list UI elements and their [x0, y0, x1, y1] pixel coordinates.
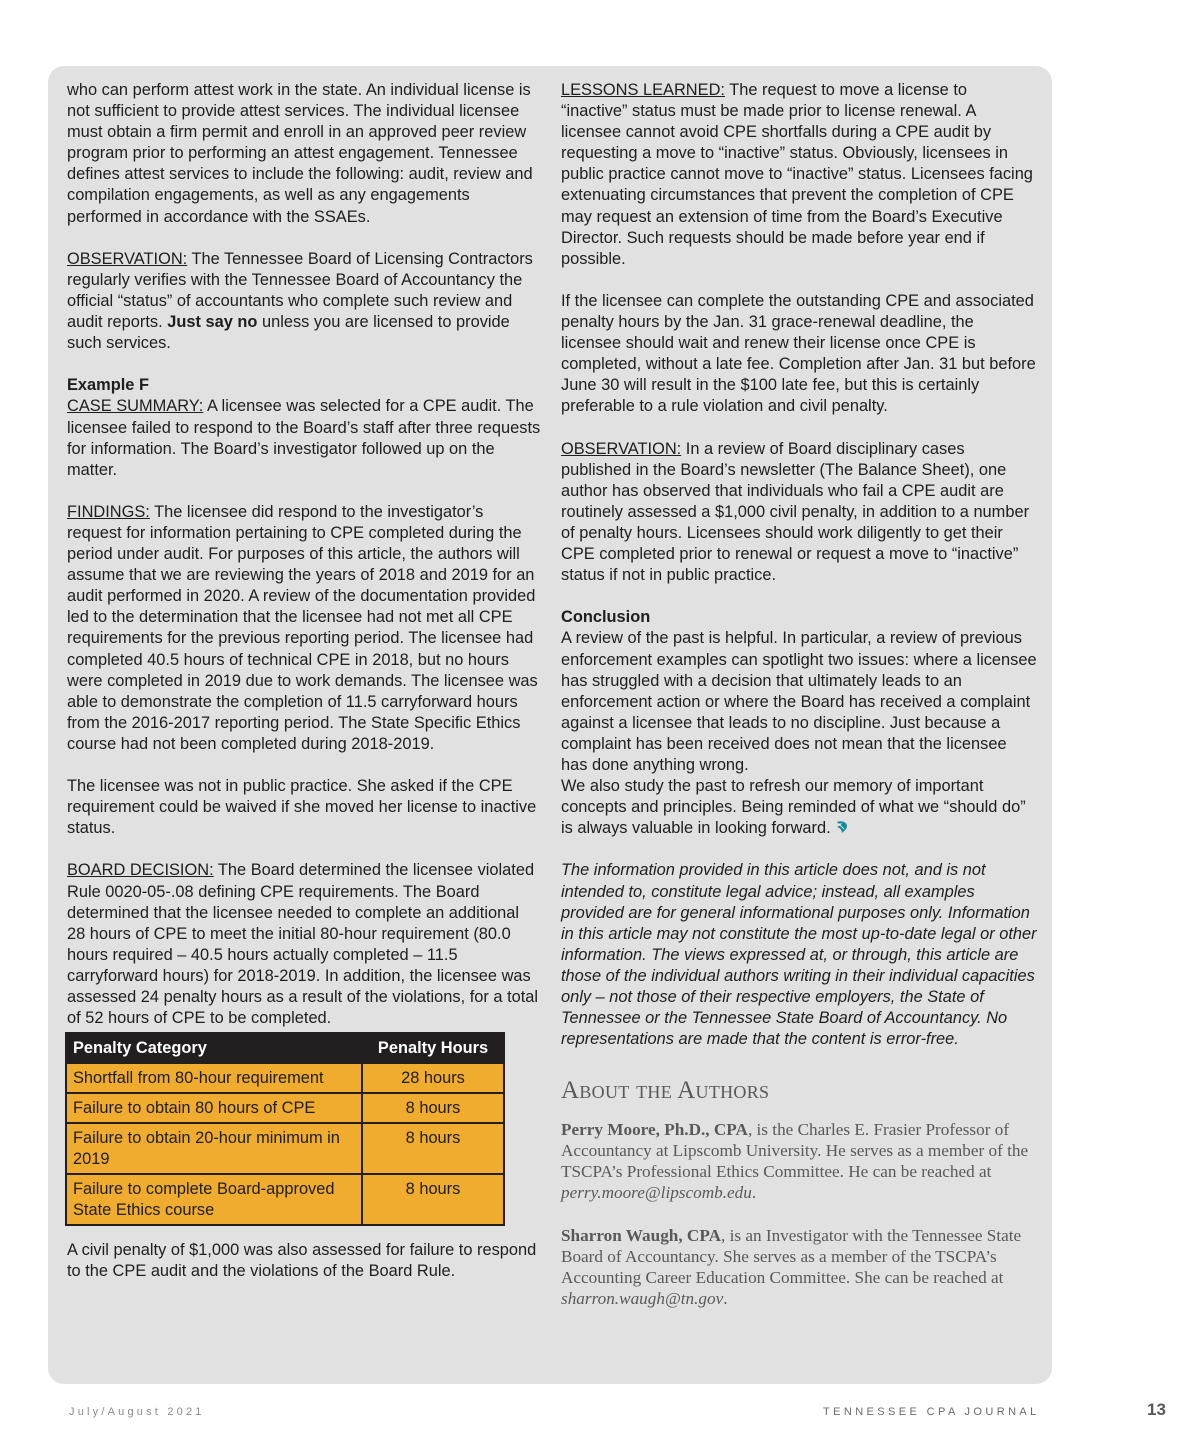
- case-summary-label: CASE SUMMARY:: [67, 397, 204, 416]
- lessons-learned-text: The request to move a license to “inactive” status must be made prior to license renewal. A licensee cannot avoid CPE shortfalls during a CPE audit by requesting a move to “inactive” status. Obviously, licensees in public practice cannot move to “inactive” status. Licensees facing extenuating circumstances that prevent the completion of CPE may request an extension of time from the Board’s Executive Director. Such requests should be made before year end if possible.: [561, 81, 1033, 268]
- penalty-category-cell: Shortfall from 80-hour requirement: [66, 1063, 362, 1093]
- left-column: [67, 80, 541, 1282]
- penalty-hours-cell: 8 hours: [362, 1174, 504, 1225]
- public-practice-paragraph: The licensee was not in public practice. She asked if the CPE requirement could be waived if she moved her license to inactive status.: [67, 777, 537, 838]
- table-row: [66, 1123, 504, 1174]
- conclusion-heading: Conclusion: [561, 608, 651, 627]
- civil-penalty-paragraph: A civil penalty of $1,000 was also assessed for failure to respond to the CPE audit and the violations of the Board Rule.: [67, 1241, 537, 1281]
- author-email-link[interactable]: perry.moore@lipscomb.edu: [561, 1183, 752, 1203]
- findings-text: The licensee did respond to the investigator’s request for information pertaining to CPE completed during the period under audit. For purposes of this article, the authors will assume that we are reviewing the years of 2018 and 2019 for an audit performed in 2020. A review of the documentation provided led to the determination that the licensee had not met all CPE requirements for the previous reporting period. The licensee had completed 40.5 hours of technical CPE in 2018, but no hours were completed in 2019 due to work demands. The licensee was able to demonstrate the completion of 11.5 carryforward hours from the 2016-2017 reporting period. The State Specific Ethics course had not been completed during 2018-2019.: [67, 502, 538, 753]
- board-decision-label: BOARD DECISION:: [67, 861, 214, 880]
- author-bio-text: , is the Charles E. Frasier Professor of Accountancy at Lipscomb University. He serves as a member of the TSCPA’s Professional Ethics Committee. He can be reached at: [561, 1120, 1029, 1182]
- footer-issue-date: July/August 2021: [69, 1406, 205, 1418]
- observation-label-2: OBSERVATION:: [561, 439, 682, 458]
- case-summary-text: A licensee was selected for a CPE audit. The licensee failed to respond to the Board’s staff after three requests for information. The Board’s investigator followed up on the matter.: [67, 397, 541, 479]
- penalty-hours-cell: 28 hours: [362, 1063, 504, 1093]
- board-decision-paragraph: [67, 860, 541, 1029]
- table-row: [66, 1174, 504, 1225]
- intro-paragraph: who can perform attest work in the state. An individual license is not sufficient to provide attest services. The individual licensee must obtain a firm permit and enroll in an approved peer review program prior to performing an attest engagement. Tennessee defines attest services to include the following: audit, review and compilation engagements, as well as any engagements performed in accordance with the SSAEs.: [67, 81, 533, 226]
- author-bio-waugh: [561, 1225, 1037, 1309]
- observation-text: The Tennessee Board of Licensing Contractors regularly verifies with the Tennessee Board of Accountancy the official “status” of accountants who complete such review and audit reports.: [67, 249, 533, 332]
- author-name: Perry Moore, Ph.D., CPA: [561, 1120, 748, 1140]
- observation-label: OBSERVATION:: [67, 249, 188, 268]
- table-row: [66, 1093, 504, 1123]
- lessons-learned-paragraph: [561, 80, 1037, 270]
- observation-text-2: In a review of Board disciplinary cases published in the Board’s newsletter (The Balance Sheet), one author has observed that individuals who fail a CPE audit are routinely assessed a $1,000 civil penalty, in addition to a number of penalty hours. Licensees should work diligently to get their CPE completed prior to renewal or request a move to “inactive” status if not in public practice.: [561, 439, 1030, 585]
- author-bio-moore: [561, 1119, 1037, 1203]
- penalty-category-header: Penalty Category: [66, 1033, 362, 1063]
- observation-paragraph: [67, 249, 541, 354]
- about-authors-heading: About the Authors: [561, 1077, 770, 1105]
- observation-text-end: unless you are licensed to provide such services.: [67, 313, 510, 353]
- author-email-link[interactable]: sharron.waugh@tn.gov: [561, 1288, 724, 1308]
- author-bio-end: .: [723, 1288, 728, 1308]
- example-heading: Example F: [67, 376, 149, 395]
- conclusion-paragraph-2: [561, 776, 1037, 839]
- findings-label: FINDINGS:: [67, 502, 150, 521]
- penalty-category-cell: Failure to complete Board-approved State Ethics course: [66, 1174, 362, 1225]
- grace-renewal-paragraph: If the licensee can complete the outstanding CPE and associated penalty hours by the Jan. 31 grace-renewal deadline, the licensee should wait and renew their license once CPE is completed, without a late fee. Completion after Jan. 31 but before June 30 will result in the $100 late fee, but this is certainly preferable to a rule violation and civil penalty.: [561, 291, 1036, 416]
- findings-paragraph: [67, 502, 541, 755]
- penalty-hours-header: Penalty Hours: [362, 1033, 504, 1063]
- penalty-category-cell: Failure to obtain 20-hour minimum in 2019: [66, 1123, 362, 1174]
- right-column: [561, 80, 1037, 1330]
- page-number: 13: [1147, 1400, 1166, 1419]
- author-bio-end: .: [751, 1183, 757, 1203]
- author-name: Sharron Waugh, CPA: [561, 1225, 721, 1245]
- penalty-hours-cell: 8 hours: [362, 1123, 504, 1174]
- penalty-table-header-row: [66, 1033, 504, 1063]
- table-row: [66, 1063, 504, 1093]
- penalty-category-cell: Failure to obtain 80 hours of CPE: [66, 1093, 362, 1123]
- observation-paragraph-2: [561, 439, 1037, 587]
- footer-publication-name: TENNESSEE CPA JOURNAL: [823, 1406, 1040, 1418]
- board-decision-text: The Board determined the licensee violated Rule 0020-05-.08 defining CPE requirements. The Board determined that the licensee needed to complete an additional 28 hours of CPE to meet the initial 80-hour requirement (80.0 hours required – 40.5 hours actually completed – 11.5 carryforward hours) for 2018-2019. In addition, the licensee was assessed 24 penalty hours as a result of the violations, for a total of 52 hours of CPE to be completed.: [67, 861, 539, 1028]
- case-summary-paragraph: [67, 396, 541, 480]
- leaf-icon: [835, 819, 849, 833]
- penalty-hours-cell: 8 hours: [362, 1093, 504, 1123]
- penalty-table: [65, 1032, 505, 1226]
- lessons-learned-label: LESSONS LEARNED:: [561, 81, 725, 99]
- conclusion-text: We also study the past to refresh our memory of important concepts and principles. Being reminded of what we “should do” is always valuable in looking forward.: [561, 777, 1026, 838]
- observation-emphasis: Just say no: [167, 313, 258, 332]
- author-bio-text: , is an Investigator with the Tennessee State Board of Accountancy. She serves as a member of the TSCPA’s Accounting Career Education Committee. She can be reached at: [561, 1225, 1022, 1287]
- disclaimer-paragraph: The information provided in this article does not, and is not intended to, constitute legal advice; instead, all examples provided are for general informational purposes only. Information in this article may not constitute the most up-to-date legal or other information. The views expressed at, or through, this article are those of the individual authors writing in their individual capacities only – not those of their respective employers, the State of Tennessee or the Tennessee State Board of Accountancy. No representations are made that the content is error-free.: [561, 861, 1037, 1049]
- conclusion-paragraph: A review of the past is helpful. In particular, a review of previous enforcement examples can spotlight two issues: where a licensee has struggled with a decision that ultimately leads to an enforcement action or where the Board has received a complaint against a licensee that leads to no discipline. Just because a complaint has been received does not mean that the licensee has done anything wrong.: [561, 629, 1037, 774]
